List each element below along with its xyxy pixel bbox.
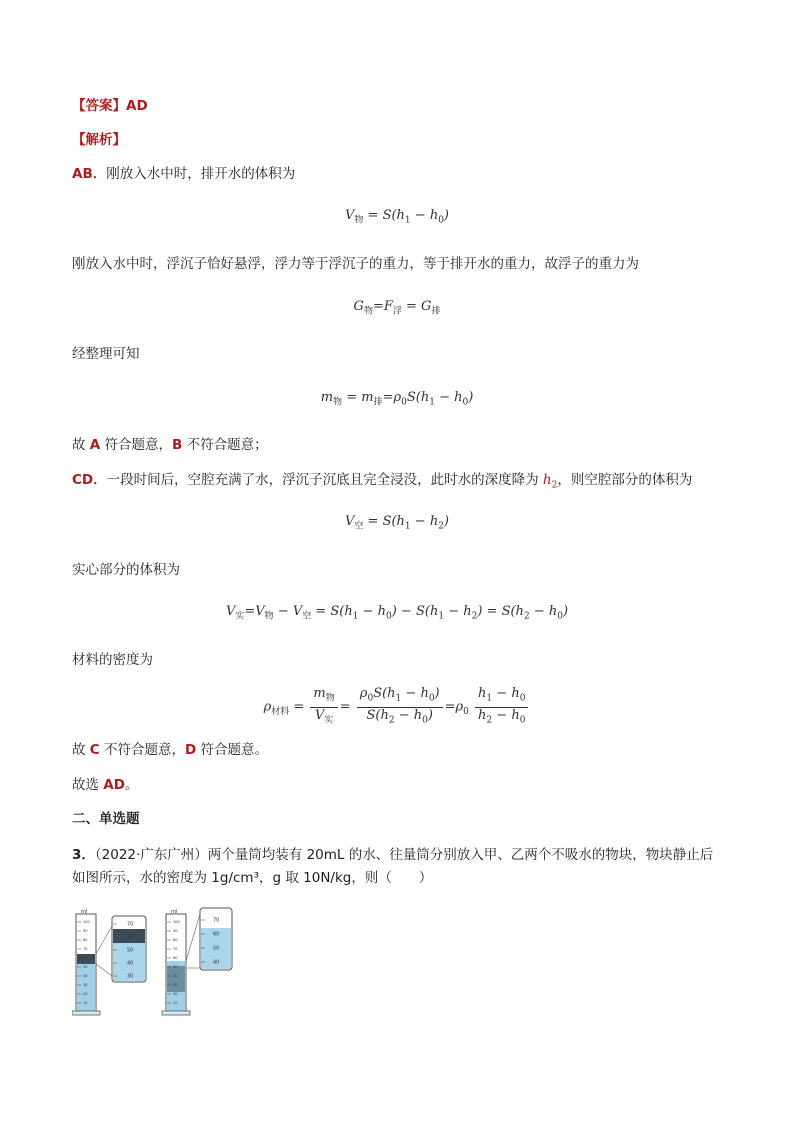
scale-label: 70 [83, 947, 88, 952]
scale-label: 100 [173, 920, 180, 925]
question-number: 3． [72, 847, 95, 863]
scale-label: 80 [173, 938, 178, 943]
scale-label: 60 [127, 934, 134, 941]
suspend-paragraph: 刚放入水中时，浮沉子恰好悬浮，浮力等于浮沉子的重力，等于排开水的重力，故浮子的重力为 [72, 256, 639, 272]
scale-label: 20 [83, 992, 88, 997]
scale-label: 40 [83, 974, 88, 979]
scale-label: 30 [83, 983, 88, 988]
final-answer: 故选 AD。 [72, 777, 139, 793]
h2-symbol: $h_2$ [542, 472, 558, 491]
scale-label: 100 [83, 920, 90, 925]
zoom-inset-1 [112, 916, 146, 982]
ab-prefix: AB． [72, 166, 107, 182]
scale-label: 60 [213, 931, 220, 938]
svg-text:ml: ml [81, 909, 88, 915]
cylinder-2 [162, 909, 190, 1015]
scale-label: 70 [127, 921, 134, 928]
scale-label: 60 [83, 956, 88, 961]
formula-v-displaced: $V_物 = S(h_1 - h_0)$ [345, 208, 449, 226]
scale-label: 60 [173, 956, 178, 961]
arrange-paragraph: 经整理可知 [72, 346, 140, 362]
zoom-inset-2 [200, 908, 232, 970]
solid-paragraph: 实心部分的体积为 [72, 562, 180, 578]
scale-label: 90 [83, 929, 88, 934]
density-paragraph: 材料的密度为 [72, 652, 153, 668]
option-a: A [89, 437, 101, 453]
ab-paragraph [72, 164, 295, 184]
cd-paragraph: CD．一段时间后，空腔充满了水，浮沉子沉底且完全浸没，此时水的深度降为 $h_2$，则空腔部分的体积为 [72, 472, 693, 491]
scale-label: 40 [127, 960, 134, 967]
question-3-line2: 如图所示，水的密度为 1g/cm³，g 取 10N/kg，则（ ） [72, 870, 433, 886]
scale-label: 90 [173, 929, 178, 934]
scale-label: 80 [83, 938, 88, 943]
scale-label: 50 [213, 945, 220, 952]
scale-label: 70 [173, 947, 178, 952]
formula-density: $\rho_{材料}$ = $\frac{m_物}{V_实}$ = $\frac{\rho_0S(h_1 - h_0)}{S(h_2 - h_0)}$ $=\rho_0$ $\frac{h_1 - h_0}{h_2 - h_0}$ [0, 686, 794, 728]
scale-label: 10 [173, 1001, 178, 1006]
option-c: C [89, 742, 100, 758]
cylinder-1 [72, 909, 100, 1015]
answer-label: 【答案】 [72, 98, 126, 114]
cylinders-figure [72, 906, 242, 1018]
section-heading: 二、单选题 [72, 811, 140, 827]
formula-v-cavity: $V_空 = S(h_1 - h_2)$ [345, 514, 449, 532]
scale-label: 50 [127, 947, 134, 954]
option-d: D [185, 742, 197, 758]
scale-label: 50 [173, 965, 178, 970]
svg-text:ml: ml [171, 909, 178, 915]
conclusion-cd: 故 C 不符合题意，D 符合题意。 [72, 742, 269, 758]
formula-gravity: $G_物=F_浮 = G_排$ [353, 299, 441, 317]
scale-label: 40 [173, 974, 178, 979]
option-b: B [172, 437, 183, 453]
question-3-line1: 3．（2022·广东广州）两个量筒均装有 20mL 的水、往量筒分别放入甲、乙两个不吸水的物块，物块静止后 [72, 847, 714, 863]
ab-text: 刚放入水中时，排开水的体积为 [106, 166, 296, 182]
scale-label: 40 [213, 959, 220, 966]
formula-mass: $m_物 = m_排=\rho_0S(h_1 - h_0)$ [320, 390, 474, 408]
scale-label: 20 [173, 992, 178, 997]
scale-label: 30 [127, 973, 134, 980]
conclusion-ab: 故 A 符合题意，B 不符合题意； [72, 437, 268, 453]
analysis-label: 【解析】 [72, 132, 126, 148]
scale-label: 10 [83, 1001, 88, 1006]
scale-label: 50 [83, 965, 88, 970]
scale-label: 70 [213, 917, 220, 924]
cd-prefix: CD． [72, 472, 107, 488]
answer-line [72, 96, 148, 116]
answer-value: AD [126, 98, 148, 114]
formula-v-solid: $V_实=V_物 - V_空 = S(h_1 - h_0) - S(h_1 - h_2) = S(h_2 - h_0)$ [225, 604, 569, 622]
scale-label: 30 [173, 983, 178, 988]
